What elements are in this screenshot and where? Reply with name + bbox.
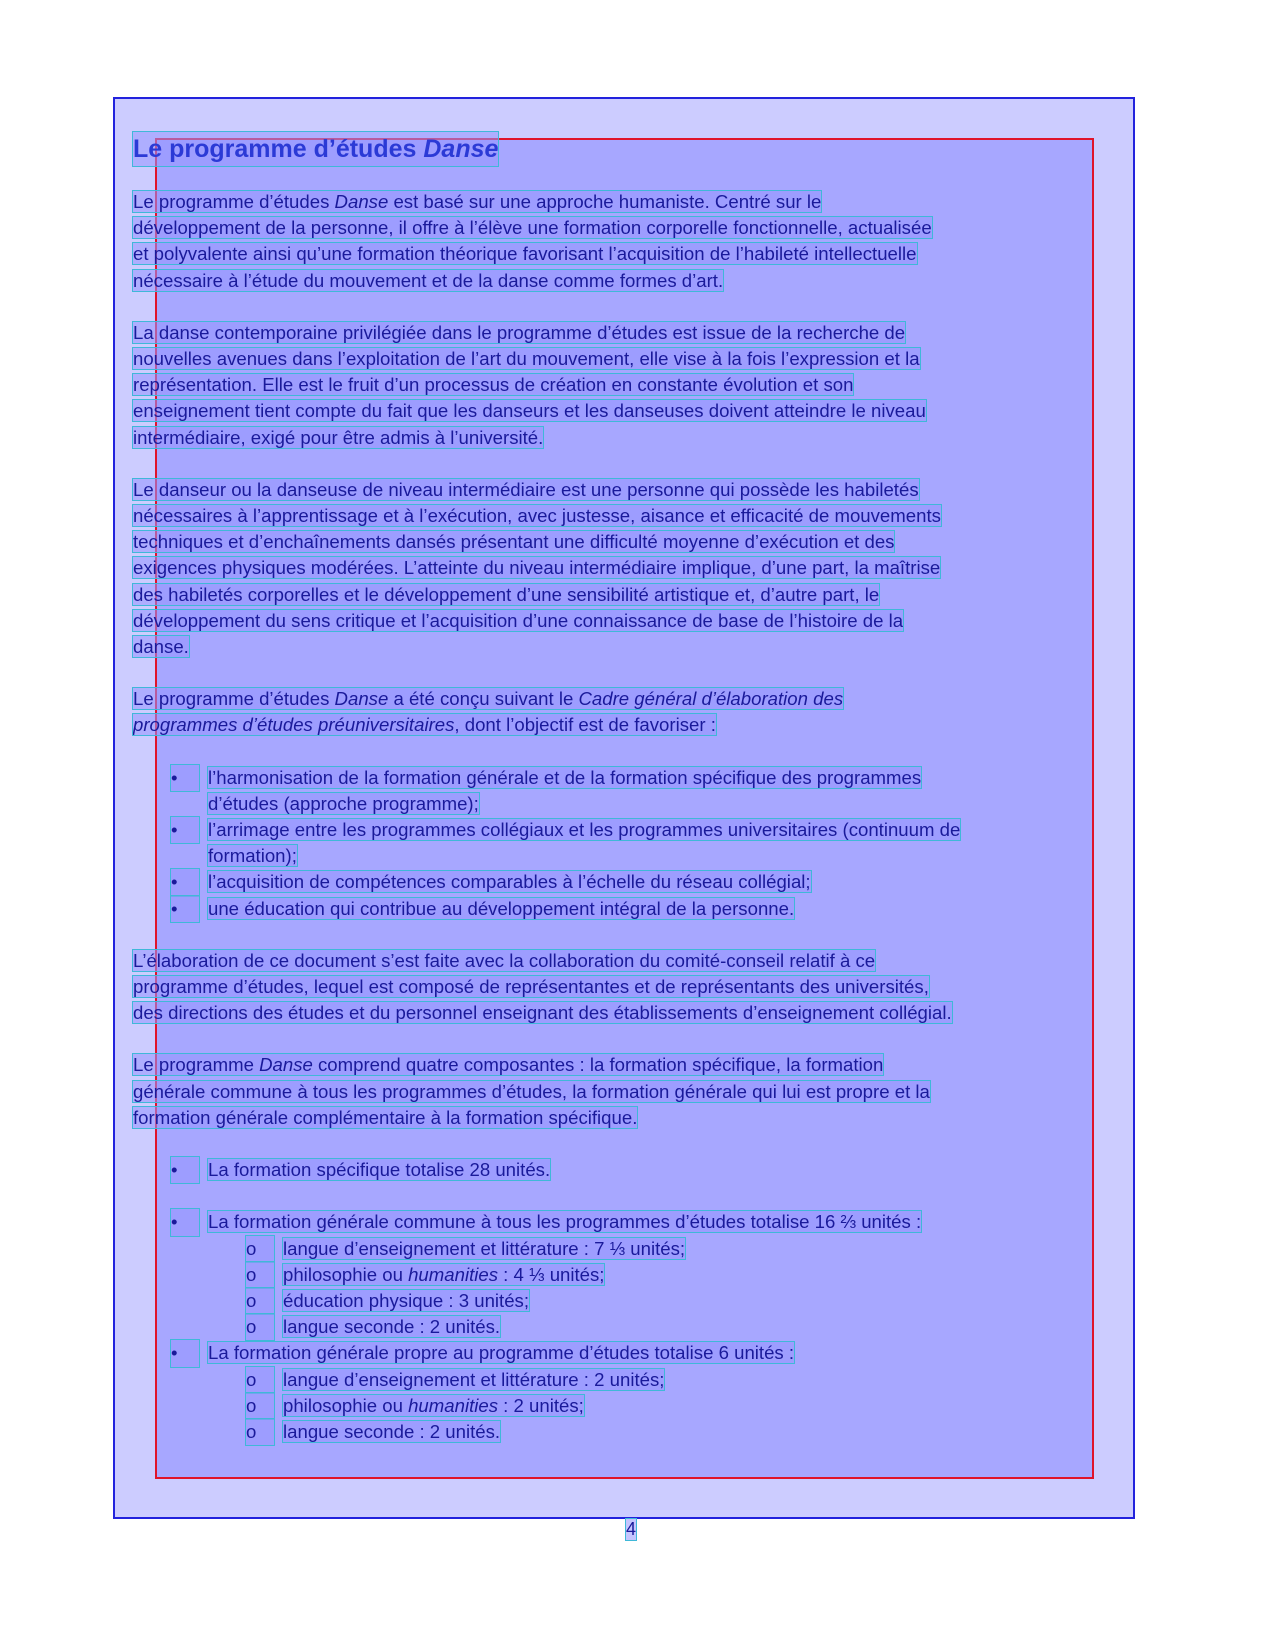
p3-line2: nécessaires à l’apprentissage et à l’exécution, avec justesse, aisance et efficacité de mouvements — [133, 505, 941, 527]
p3-line1: Le danseur ou la danseuse de niveau intermédiaire est une personne qui possède les habiletés — [133, 478, 919, 500]
p4-line1-italic-2: Cadre général d’élaboration des — [578, 688, 844, 710]
p5-line1: L’élaboration de ce document s’est faite avec la collaboration du comité-conseil relatif à ce — [133, 949, 876, 971]
p3-line4: exigences physiques modérées. L’atteinte du niveau intermédiaire implique, d’une part, la maîtrise — [133, 557, 941, 579]
bullet-icon: • — [171, 896, 199, 922]
p4-line1-italic: Danse — [334, 688, 389, 710]
circle-bullet-icon: o — [246, 1419, 274, 1445]
objectives-list — [133, 765, 1133, 922]
list-item — [133, 896, 1133, 922]
own-item-1: langue d’enseignement et littérature : 2 unités; — [283, 1368, 665, 1390]
title-text: Le programme d’études — [133, 135, 424, 163]
p6-line2: générale commune à tous les programmes d’études, la formation générale qui lui est propre et la — [133, 1080, 930, 1102]
circle-bullet-icon: o — [246, 1288, 274, 1314]
paragraph-framework — [133, 686, 1133, 738]
p4-line1-a: Le programme d’études — [133, 688, 335, 710]
p4-line2-italic: programmes d’études préuniversitaires — [133, 714, 455, 736]
p2-line4: enseignement tient compte du fait que les danseurs et les danseuses doivent atteindre le niveau — [133, 400, 926, 422]
document-body — [133, 132, 1133, 1445]
p1-line4: nécessaire à l’étude du mouvement et de la danse comme formes d’art. — [133, 269, 724, 291]
objective-2-line1: l’arrimage entre les programmes collégiaux et les programmes universitaires (continuum de — [208, 819, 961, 841]
own-item-3: langue seconde : 2 unités. — [283, 1420, 501, 1442]
list-item — [133, 1288, 1133, 1314]
common-item-2-a: philosophie ou — [283, 1263, 409, 1285]
list-item — [133, 1340, 1133, 1366]
bullet-icon: • — [171, 1340, 199, 1366]
objective-3: l’acquisition de compétences comparables à l’échelle du réseau collégial; — [208, 871, 811, 893]
circle-bullet-icon: o — [246, 1314, 274, 1340]
component-common-list — [133, 1209, 1133, 1235]
component-specific: La formation spécifique totalise 28 unités. — [208, 1159, 551, 1181]
p5-line2: programme d’études, lequel est composé de représentantes et de représentants des universités, — [133, 976, 929, 998]
list-item — [133, 1367, 1133, 1393]
own-item-2-italic: humanities — [408, 1394, 499, 1416]
list-item — [133, 817, 1133, 869]
document-title — [133, 132, 498, 166]
list-item — [133, 765, 1133, 817]
component-own-label: La formation générale propre au programme d’études totalise 6 unités : — [208, 1342, 795, 1364]
circle-bullet-icon: o — [246, 1367, 274, 1393]
p6-line1-c: comprend quatre composantes : la formation spécifique, la formation — [312, 1054, 884, 1076]
bullet-icon: • — [171, 1209, 199, 1235]
common-item-2-italic: humanities — [408, 1263, 499, 1285]
component-common-label: La formation générale commune à tous les programmes d’études totalise 16 ⅔ unités : — [208, 1211, 922, 1233]
bullet-icon: • — [171, 869, 199, 895]
p2-line2: nouvelles avenues dans l’exploitation de l’art du mouvement, elle vise à la fois l’expression et la — [133, 348, 920, 370]
common-item-3: éducation physique : 3 unités; — [283, 1289, 530, 1311]
component-specific-list — [133, 1157, 1133, 1183]
p3-line7: danse. — [133, 636, 189, 658]
p2-line1: La danse contemporaine privilégiée dans le programme d’études est issue de la recherche de — [133, 321, 906, 343]
p6-line3: formation générale complémentaire à la formation spécifique. — [133, 1106, 638, 1128]
common-item-4: langue seconde : 2 unités. — [283, 1316, 501, 1338]
bullet-icon: • — [171, 765, 199, 791]
paragraph-contemporary-dance — [133, 320, 1133, 451]
p2-line5: intermédiaire, exigé pour être admis à l’université. — [133, 426, 544, 448]
list-item — [133, 869, 1133, 895]
paragraph-components — [133, 1052, 1133, 1131]
common-item-1: langue d’enseignement et littérature : 7 ⅓ unités; — [283, 1237, 686, 1259]
p6-line1-a: Le programme — [133, 1054, 260, 1076]
p2-line3: représentation. Elle est le fruit d’un processus de création en constante évolution et son — [133, 374, 854, 396]
component-own-sublist — [133, 1367, 1133, 1446]
objective-2-line2: formation); — [208, 845, 297, 867]
circle-bullet-icon: o — [246, 1262, 274, 1288]
p3-line5: des habiletés corporelles et le développement d’une sensibilité artistique et, d’autre part, le — [133, 583, 880, 605]
list-item — [133, 1209, 1133, 1235]
p1-line3: et polyvalente ainsi qu’une formation théorique favorisant l’acquisition de l’habileté intellectuelle — [133, 243, 917, 265]
list-item — [133, 1236, 1133, 1262]
p1-line1-a: Le programme d’études — [133, 191, 335, 212]
bullet-icon: • — [171, 1157, 199, 1183]
page-number: 4 — [626, 1519, 637, 1539]
p6-line1-italic: Danse — [259, 1054, 313, 1076]
p1-line1-c: est basé sur une approche humaniste. Centré sur le — [388, 191, 822, 212]
circle-bullet-icon: o — [246, 1393, 274, 1419]
circle-bullet-icon: o — [246, 1236, 274, 1262]
list-item — [133, 1419, 1133, 1445]
list-item — [133, 1262, 1133, 1288]
paragraph-intermediate-level — [133, 477, 1133, 660]
title-italic: Danse — [423, 135, 499, 163]
p4-line2-b: , dont l’objectif est de favoriser : — [454, 714, 716, 736]
own-item-2-b: : 2 unités; — [498, 1394, 584, 1416]
bullet-icon: • — [171, 817, 199, 843]
p3-line6: développement du sens critique et l’acquisition d’une connaissance de base de l’histoire de la — [133, 609, 904, 631]
p3-line3: techniques et d’enchaînements dansés présentant une difficulté moyenne d’exécution et des — [133, 531, 895, 553]
component-own-list — [133, 1340, 1133, 1366]
objective-1-line2: d’études (approche programme); — [208, 792, 479, 814]
own-item-2-a: philosophie ou — [283, 1394, 409, 1416]
p1-line2: développement de la personne, il offre à l’élève une formation corporelle fonctionnelle, actualisée — [133, 217, 932, 239]
list-item — [133, 1393, 1133, 1419]
paragraph-intro — [133, 189, 1133, 294]
list-item — [133, 1314, 1133, 1340]
p4-line1-c: a été conçu suivant le — [388, 688, 579, 710]
p5-line3: des directions des études et du personnel enseignant des établissements d’enseignement collégial. — [133, 1002, 952, 1024]
p1-line1-italic: Danse — [334, 191, 389, 212]
component-common-sublist — [133, 1236, 1133, 1341]
objective-1-line1: l’harmonisation de la formation générale et de la formation spécifique des programmes — [208, 766, 922, 788]
common-item-2-b: : 4 ⅓ unités; — [498, 1263, 605, 1285]
objective-4: une éducation qui contribue au développement intégral de la personne. — [208, 897, 795, 919]
paragraph-collaboration — [133, 948, 1133, 1027]
list-item — [133, 1157, 1133, 1183]
